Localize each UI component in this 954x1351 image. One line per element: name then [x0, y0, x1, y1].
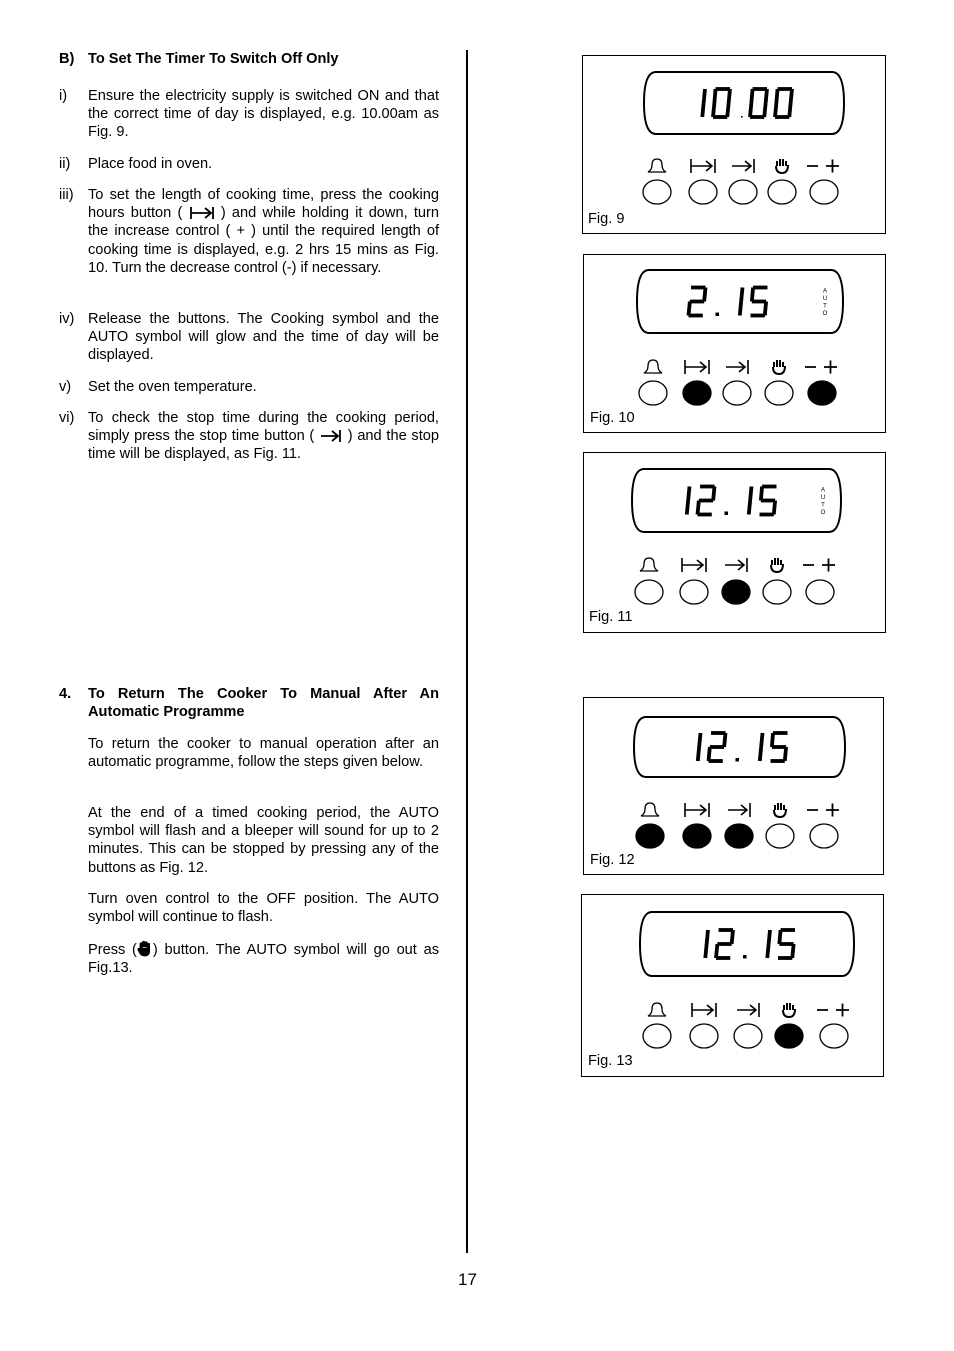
lcd-display	[632, 469, 841, 532]
lcd-segment	[727, 103, 728, 117]
column-divider	[466, 50, 468, 1253]
section-b-title: To Set The Timer To Switch Off Only	[88, 51, 339, 67]
stop-time-icon	[737, 1003, 759, 1017]
stop-time-icon	[732, 159, 754, 173]
control-button	[689, 180, 717, 204]
lcd-segment	[705, 944, 706, 958]
lcd-segment	[699, 733, 700, 747]
lcd-segment	[688, 487, 689, 501]
minus-plus-icon	[807, 804, 839, 817]
lcd-segment	[732, 930, 733, 944]
lcd-segment	[729, 89, 730, 103]
bell-icon	[648, 159, 666, 172]
lcd-segment	[791, 89, 792, 103]
step-number: iv)	[59, 311, 75, 327]
pressed-button	[683, 824, 711, 848]
step-number: ii)	[59, 156, 71, 172]
figure-panel	[583, 697, 884, 875]
lcd-segment	[750, 103, 751, 117]
figure-label: Fig. 10	[590, 410, 635, 426]
control-button	[635, 580, 663, 604]
control-button	[729, 180, 757, 204]
stop-time-icon	[725, 558, 747, 572]
manual-hand-icon	[137, 940, 153, 958]
control-button	[765, 381, 793, 405]
control-button	[820, 1024, 848, 1048]
control-button	[723, 381, 751, 405]
lcd-segment	[704, 288, 705, 302]
lcd-segment	[772, 733, 773, 747]
lcd-segment	[689, 302, 690, 316]
lcd-segment	[769, 930, 770, 944]
step-text	[88, 409, 439, 464]
step-number: vi)	[59, 410, 75, 426]
step-text	[88, 186, 439, 277]
lcd-display	[644, 72, 844, 134]
step-number: v)	[59, 379, 72, 395]
control-button	[690, 1024, 718, 1048]
step-text-part: ) and the stop time will be displayed, as Fig. 11.	[88, 428, 439, 463]
lcd-segment	[698, 501, 699, 515]
paragraph	[88, 940, 439, 977]
control-button	[734, 1024, 762, 1048]
lcd-segment	[761, 487, 762, 501]
lcd-segment	[776, 89, 777, 103]
auto-symbol-letter: O	[822, 311, 828, 317]
auto-symbol-letter: A	[822, 288, 828, 295]
manual-hand-icon	[776, 159, 788, 173]
control-button	[766, 824, 794, 848]
paragraph: At the end of a timed cooking period, the AUTO symbol will flash and a bleeper will sound for up to 2 minutes. This can be stopped by pressing any of the buttons as Fig. 12.	[88, 805, 439, 876]
minus-plus-icon	[805, 361, 837, 374]
figure-label: Fig. 9	[588, 211, 625, 227]
lcd-segment	[767, 944, 768, 958]
auto-symbol-letter: U	[822, 296, 828, 302]
step-text: Set the oven temperature.	[88, 379, 257, 395]
control-button	[680, 580, 708, 604]
bell-icon	[641, 803, 659, 816]
page-number: 17	[458, 1270, 477, 1289]
control-button	[768, 180, 796, 204]
lcd-dot	[716, 313, 720, 317]
auto-symbol-letter: A	[820, 487, 826, 494]
pressed-button	[808, 381, 836, 405]
lcd-segment	[751, 89, 752, 103]
figure-label: Fig. 11	[589, 609, 633, 625]
cook-time-icon	[692, 1003, 716, 1017]
figure-panel	[581, 894, 884, 1077]
lcd-segment	[766, 89, 767, 103]
lcd-segment	[764, 103, 765, 117]
control-panel-drawing	[584, 453, 887, 634]
control-panel-drawing	[584, 698, 885, 876]
lcd-segment	[709, 747, 710, 761]
auto-symbol-letter: O	[820, 510, 826, 516]
cook-time-icon	[685, 360, 709, 374]
control-button	[643, 180, 671, 204]
lcd-segment	[750, 487, 751, 501]
step-text-part: ) and while holding it down, turn the increase control ( + ) until the required length of cooking time is displayed, e.g. 2 hrs 15 mins as Fig. 10. Turn the decrease control (-) if necessary.	[88, 205, 439, 276]
lcd-segment	[749, 501, 750, 515]
auto-symbol-letter: T	[821, 502, 825, 509]
paragraph-part: Press (	[88, 942, 137, 958]
paragraph: To return the cooker to manual operation after an automatic programme, follow the steps given below.	[88, 736, 439, 771]
control-panel-drawing	[582, 895, 885, 1078]
lcd-dot	[736, 758, 740, 762]
minus-plus-icon	[807, 160, 839, 173]
step-text-part: To set the length of cooking time, press the cooking hours button (	[88, 187, 439, 222]
pressed-button	[683, 381, 711, 405]
lcd-segment	[789, 103, 790, 117]
auto-symbol-letter: U	[820, 495, 826, 501]
lcd-segment	[716, 944, 717, 958]
step-text: Release the buttons. The Cooking symbol and the AUTO symbol will glow and the time of day will be displayed.	[88, 311, 439, 364]
section-4-label: 4.	[59, 686, 72, 702]
lcd-segment	[741, 288, 742, 302]
control-panel-drawing	[583, 56, 887, 235]
control-panel-drawing	[584, 255, 887, 434]
stop-time-icon	[319, 428, 343, 444]
lcd-segment	[707, 930, 708, 944]
lcd-segment	[704, 89, 705, 103]
pressed-button	[725, 824, 753, 848]
step-number: iii)	[59, 187, 74, 203]
section-b-label: B)	[59, 51, 75, 67]
lcd-segment	[702, 103, 703, 117]
figure-label: Fig. 12	[590, 852, 635, 868]
step-text-part: To check the stop time during the cooking period, simply press the stop time button (	[88, 410, 439, 445]
lcd-dot	[725, 512, 729, 516]
manual-hand-icon	[773, 360, 785, 374]
lcd-segment	[713, 487, 714, 501]
control-button	[643, 1024, 671, 1048]
figure-panel	[583, 452, 886, 633]
control-button	[810, 180, 838, 204]
figure-panel	[582, 55, 886, 234]
lcd-segment	[724, 733, 725, 747]
bell-icon	[648, 1003, 666, 1016]
stop-time-icon	[726, 360, 748, 374]
lcd-segment	[687, 501, 688, 515]
cook-time-icon	[189, 205, 215, 221]
manual-hand-icon	[771, 558, 783, 572]
bell-icon	[644, 360, 662, 373]
paragraph-part: ) button. The AUTO symbol will go out as Fig.13.	[88, 942, 439, 977]
cook-time-icon	[682, 558, 706, 572]
stop-time-icon	[728, 803, 750, 817]
lcd-segment	[760, 747, 761, 761]
lcd-segment	[713, 103, 714, 117]
step-text: Place food in oven.	[88, 156, 213, 172]
step-text: Ensure the electricity supply is switched ON and that the correct time of day is displayed, e.g. 10.00am as Fig. 9.	[88, 88, 439, 141]
bell-icon	[640, 558, 658, 571]
control-button	[810, 824, 838, 848]
pressed-button	[722, 580, 750, 604]
cook-time-icon	[685, 803, 709, 817]
lcd-segment	[740, 302, 741, 316]
pressed-button	[636, 824, 664, 848]
lcd-display	[640, 912, 854, 976]
step-number: i)	[59, 88, 68, 104]
lcd-segment	[775, 103, 776, 117]
cook-time-icon	[691, 159, 715, 173]
lcd-segment	[779, 930, 780, 944]
figure-label: Fig. 13	[588, 1053, 633, 1069]
minus-plus-icon	[817, 1004, 849, 1017]
manual-hand-icon	[783, 1003, 795, 1017]
figure-panel	[583, 254, 886, 433]
control-button	[763, 580, 791, 604]
lcd-segment	[761, 733, 762, 747]
lcd-segment	[765, 302, 766, 316]
lcd-segment	[785, 747, 786, 761]
control-button	[806, 580, 834, 604]
pressed-button	[775, 1024, 803, 1048]
lcd-segment	[774, 501, 775, 515]
lcd-dot	[741, 116, 743, 118]
auto-symbol-letter: T	[823, 303, 827, 310]
lcd-display	[634, 717, 845, 777]
lcd-segment	[714, 89, 715, 103]
lcd-segment	[752, 288, 753, 302]
lcd-dot	[743, 955, 747, 959]
minus-plus-icon	[803, 559, 835, 572]
lcd-segment	[698, 747, 699, 761]
section-4-title: To Return The Cooker To Manual After An Automatic Programme	[88, 686, 439, 721]
control-button	[639, 381, 667, 405]
paragraph: Turn oven control to the OFF position. The AUTO symbol will continue to flash.	[88, 891, 439, 926]
lcd-segment	[792, 944, 793, 958]
manual-hand-icon	[774, 803, 786, 817]
